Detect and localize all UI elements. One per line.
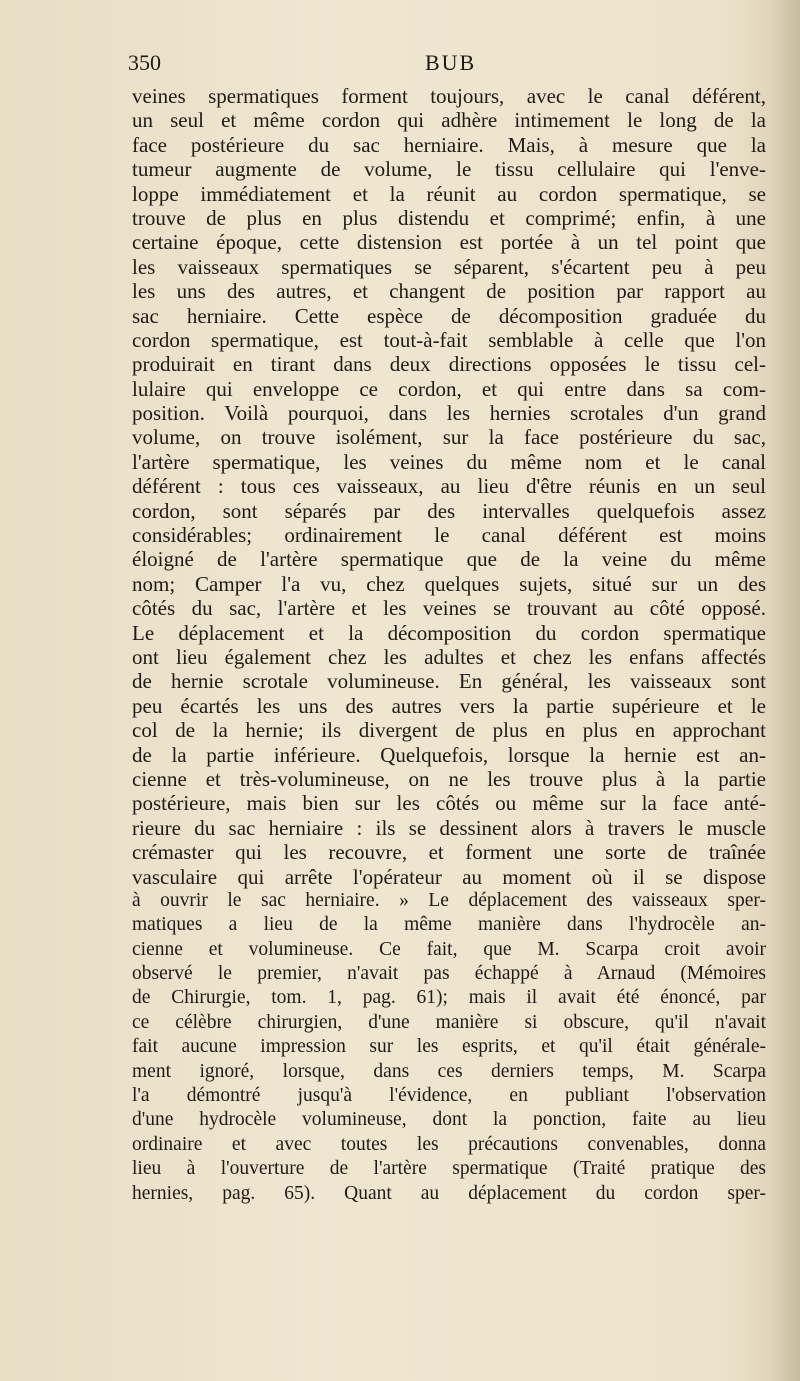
text-line: de la partie inférieure. Quelquefois, lorsque la hernie est an-: [132, 742, 766, 767]
text-line: ordinaire et avec toutes les précautions convenables, donna: [132, 1133, 766, 1155]
text-line: nom; Camper l'a vu, chez quelques sujets, situé sur un des: [132, 571, 766, 596]
text-line: loppe immédiatement et la réunit au cordon spermatique, se: [132, 181, 766, 206]
text-line: certaine époque, cette distension est portée à un tel point que: [132, 230, 766, 255]
text-line: cordon spermatique, est tout-à-fait semblable à celle que l'on: [132, 327, 766, 352]
text-line: tumeur augmente de volume, le tissu cellulaire qui l'enve-: [132, 157, 766, 182]
text-line: l'artère spermatique, les veines du même nom et le canal: [132, 449, 766, 474]
text-line: d'une hydrocèle volumineuse, dont la ponction, faite au lieu: [132, 1109, 766, 1131]
text-line: col de la hernie; ils divergent de plus en plus en approchant: [132, 718, 766, 743]
text-line: hernies, pag. 65). Quant au déplacement du cordon sper-: [132, 1182, 766, 1204]
page-header: [128, 50, 768, 82]
page-number: 350: [128, 50, 161, 75]
text-line: de Chirurgie, tom. 1, pag. 61); mais il avait été énoncé, par: [132, 987, 766, 1009]
running-head: BUB: [425, 50, 477, 75]
text-line: à ouvrir le sac herniaire. » Le déplacement des vaisseaux sper-: [132, 889, 766, 911]
text-line: lieu à l'ouverture de l'artère spermatique (Traité pratique des: [132, 1158, 766, 1180]
text-line: Le déplacement et la décomposition du cordon spermatique: [132, 620, 766, 645]
text-line: fait aucune impression sur les esprits, et qu'il était générale-: [132, 1036, 766, 1058]
text-line: de hernie scrotale volumineuse. En général, les vaisseaux sont: [132, 669, 766, 694]
text-line: ment ignoré, lorsque, dans ces derniers temps, M. Scarpa: [132, 1060, 766, 1082]
text-line: cienne et volumineuse. Ce fait, que M. Scarpa croit avoir: [132, 938, 766, 960]
text-line: crémaster qui les recouvre, et forment une sorte de traînée: [132, 840, 766, 865]
text-line: face postérieure du sac herniaire. Mais, à mesure que la: [132, 132, 766, 157]
text-line: cienne et très-volumineuse, on ne les trouve plus à la partie: [132, 766, 766, 791]
text-line: observé le premier, n'avait pas échappé à Arnaud (Mémoires: [132, 963, 766, 985]
text-line: sac herniaire. Cette espèce de décomposition graduée du: [132, 303, 766, 328]
text-line: volume, on trouve isolément, sur la face postérieure du sac,: [132, 425, 766, 450]
text-line: l'a démontré jusqu'à l'évidence, en publiant l'observation: [132, 1085, 766, 1107]
text-line: trouve de plus en plus distendu et comprimé; enfin, à une: [132, 205, 766, 230]
text-line: peu écartés les uns des autres vers la partie supérieure et le: [132, 693, 766, 718]
text-line: considérables; ordinairement le canal déférent est moins: [132, 523, 766, 548]
text-line: veines spermatiques forment toujours, avec le canal déférent,: [132, 84, 766, 108]
text-line: déférent : tous ces vaisseaux, au lieu d'être réunis en un seul: [132, 474, 766, 499]
text-line: produirait en tirant dans deux directions opposées le tissu cel-: [132, 352, 766, 377]
text-line: postérieure, mais bien sur les côtés ou même sur la face anté-: [132, 791, 766, 816]
text-line: vasculaire qui arrête l'opérateur au moment où il se dispose: [132, 864, 766, 889]
text-line: matiques a lieu de la même manière dans l'hydrocèle an-: [132, 914, 766, 936]
text-line: ce célèbre chirurgien, d'une manière si obscure, qu'il n'avait: [132, 1011, 766, 1033]
text-line: les vaisseaux spermatiques se séparent, s'écartent peu à peu: [132, 254, 766, 279]
page-edge-shadow: [770, 0, 800, 1381]
text-line: position. Voilà pourquoi, dans les hernies scrotales d'un grand: [132, 401, 766, 426]
text-line: côtés du sac, l'artère et les veines se trouvant au côté opposé.: [132, 596, 766, 621]
text-line: lulaire qui enveloppe ce cordon, et qui entre dans sa com-: [132, 376, 766, 401]
text-line: rieure du sac herniaire : ils se dessinent alors à travers le muscle: [132, 815, 766, 840]
text-line: un seul et même cordon qui adhère intimement le long de la: [132, 108, 766, 133]
text-line: les uns des autres, et changent de position par rapport au: [132, 279, 766, 304]
text-line: cordon, sont séparés par des intervalles quelquefois assez: [132, 498, 766, 523]
body-text: [132, 84, 766, 1206]
text-line: éloigné de l'artère spermatique que de la veine du même: [132, 547, 766, 572]
text-line: ont lieu également chez les adultes et chez les enfans affectés: [132, 644, 766, 669]
